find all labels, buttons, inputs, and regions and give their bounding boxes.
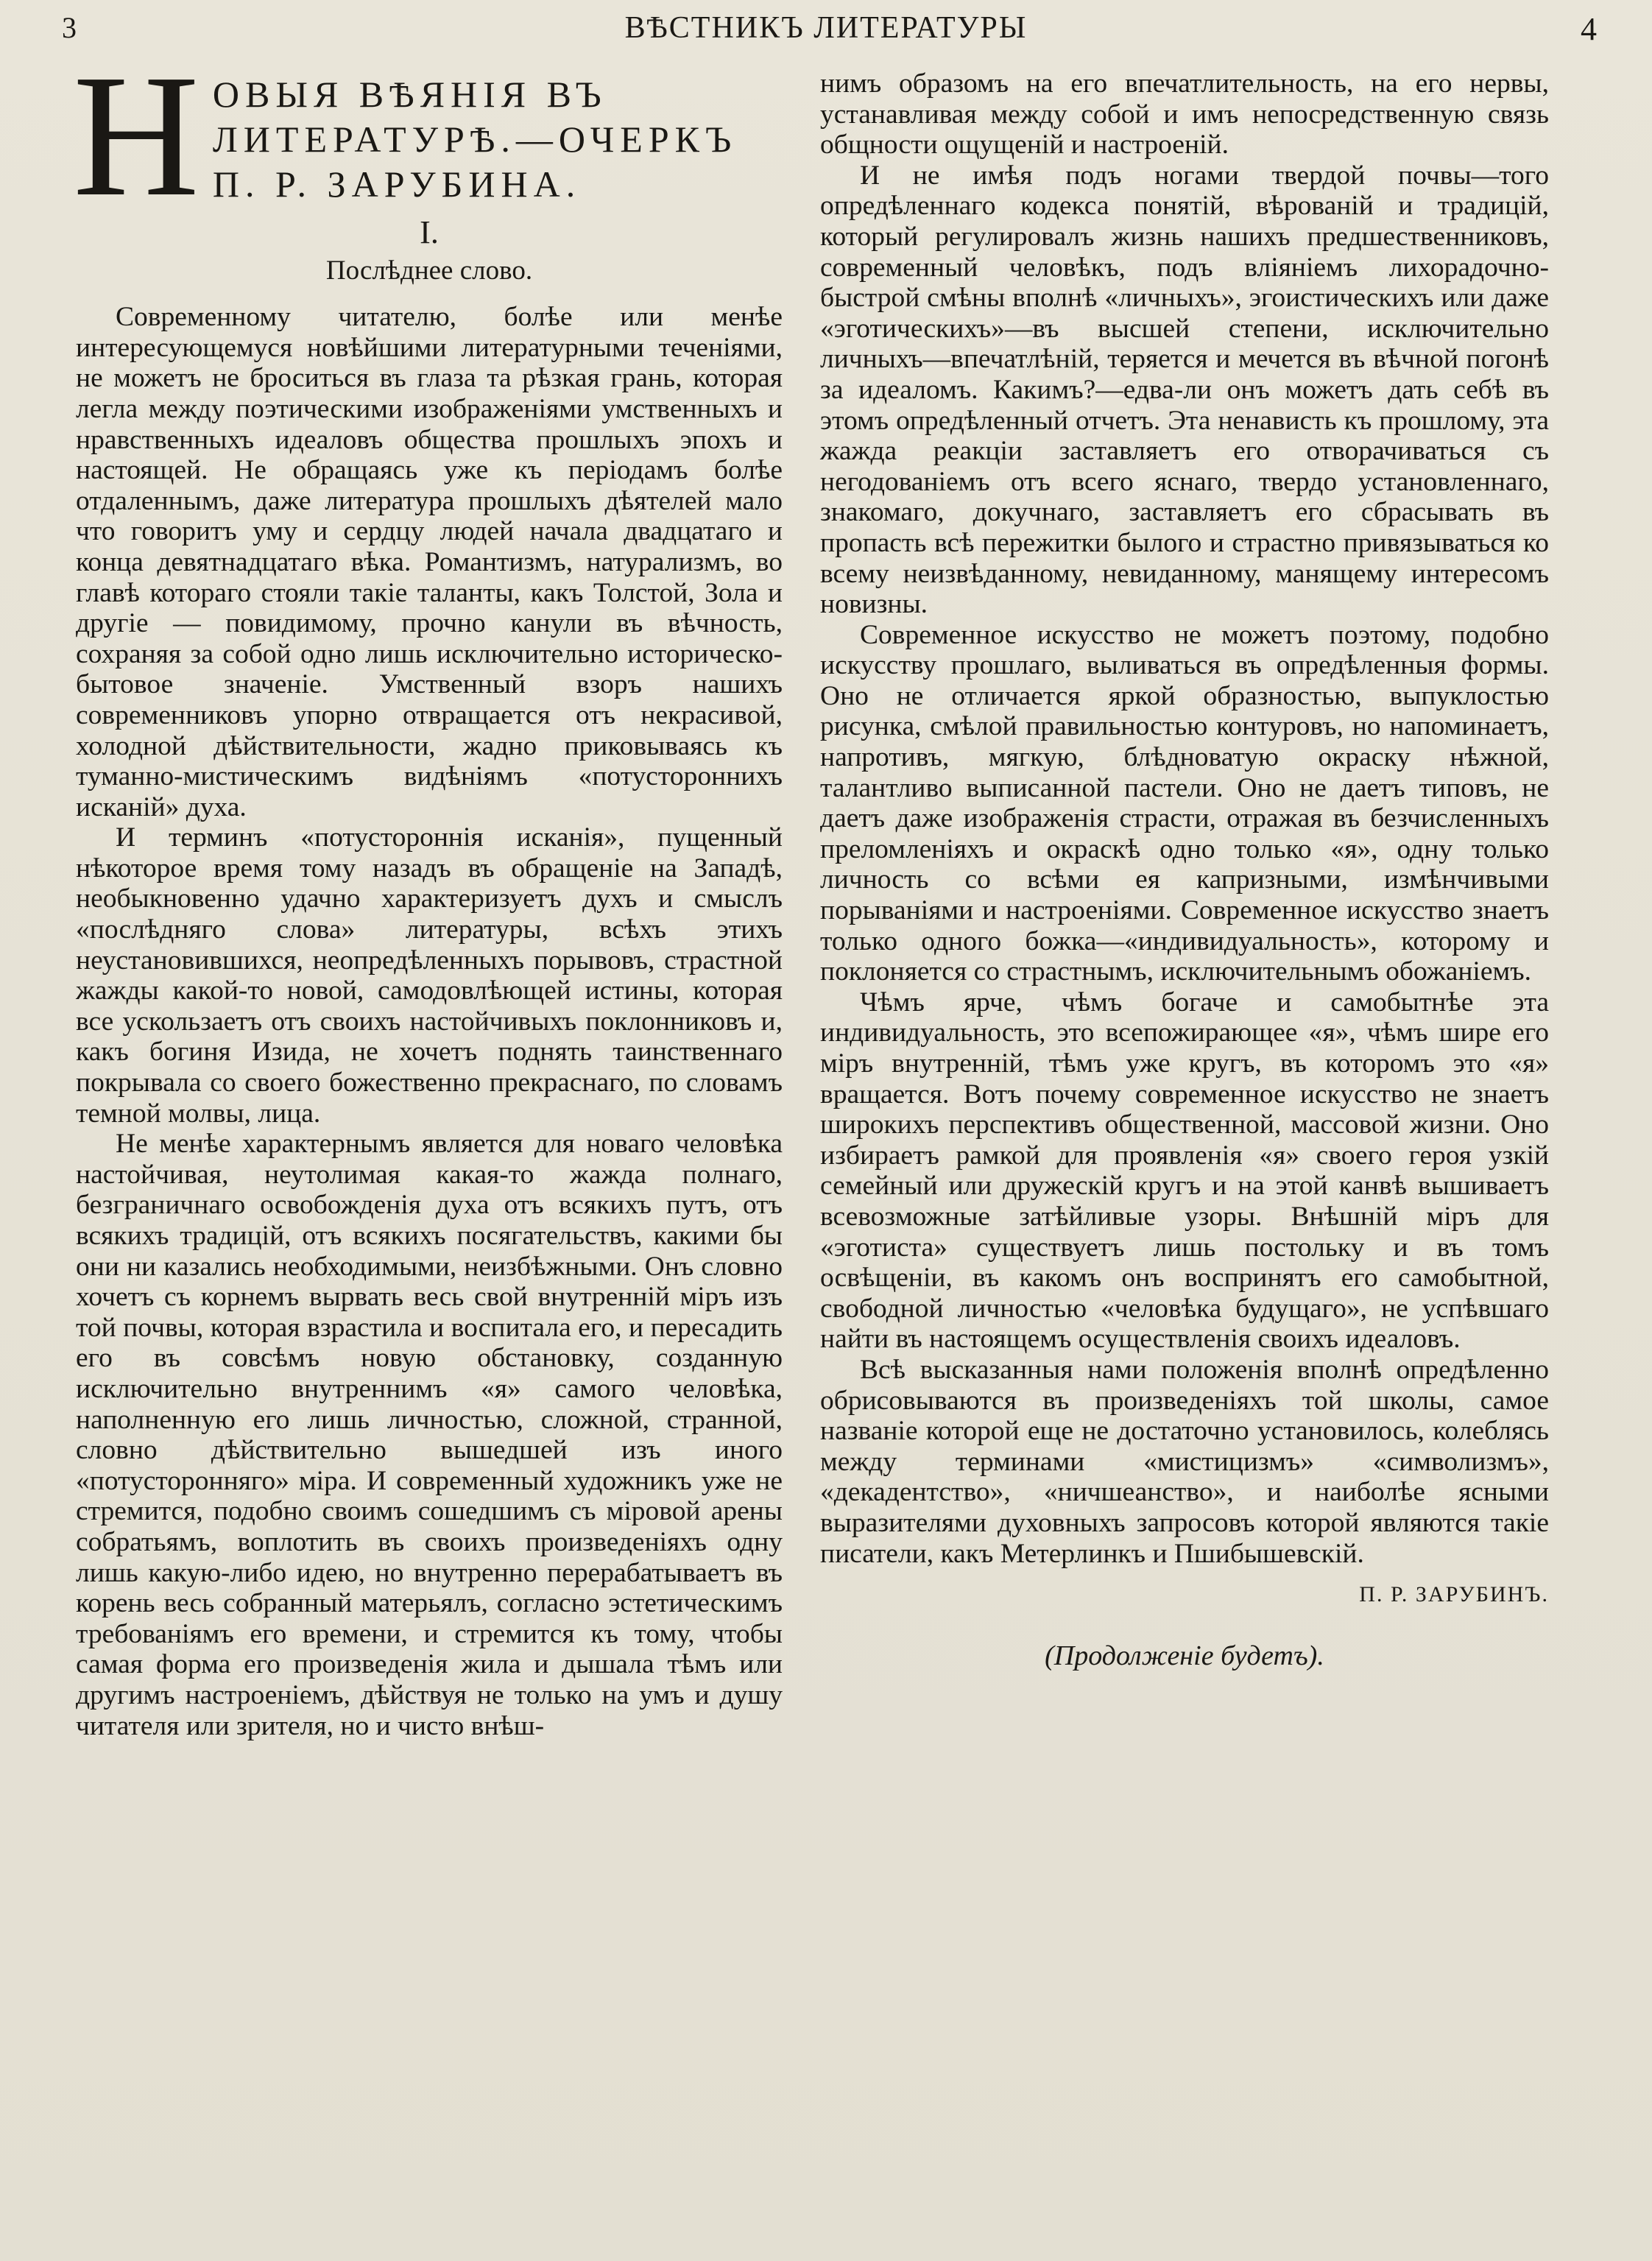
page-header [37, 6, 1615, 50]
right-column [820, 68, 1549, 1671]
page-number-right: 4 [1581, 11, 1597, 47]
paragraph: Современное искусство не можетъ поэтому, подобно искусству прошлаго, выливаться въ опредѣленныя формы. Оно не отличается яркой образностью, выпуклостью рисунка, смѣлой правильностью контуровъ, но напоминаетъ, напротивъ, мягкую, блѣдноватую окраску нѣжной, талантливо выписанной пастели. Оно не даетъ типовъ, не даетъ даже изображенія страсти, отражая въ безчисленныхъ преломленіяхъ и окраскѣ одно только «я», одну только личность со всѣми ея капризными, измѣнчивыми порываніями и настроеніями. Современное искусство знаетъ только одного божка—«индивидуальность», которому и поклоняется со страстнымъ, исключительнымъ обожаніемъ. [820, 619, 1549, 987]
article-title: ОВЫЯ ВѢЯНІЯ ВЪ ЛИТЕРАТУРѢ.—ОЧЕРКЪ П. Р. ЗАРУБИНА. [212, 74, 738, 205]
article-headline [73, 39, 783, 233]
paragraph: Современному читателю, болѣе или менѣе интересующемуся новѣйшими литературными теченіями, не можетъ не броситься въ глаза та рѣзкая грань, которая легла между поэтическими изображеніями умственныхъ и нравственныхъ идеаловъ общества прошлыхъ эпохъ и настоящей. Не обращаясь уже къ періодамъ болѣе отдаленнымъ, даже литература прошлыхъ дѣятелей мало что говоритъ уму и сердцу людей начала двадцатаго и конца девятнадцатаго вѣка. Романтизмъ, натурализмъ, во главѣ котораго стояли такіе таланты, какъ Толстой, Зола и другіе — повидимому, прочно канули въ вѣчность, сохраняя за собой одно лишь исключительно историческо-бытовое значеніе. Умственный взоръ нашихъ современниковъ упорно отвращается отъ некрасивой, холодной дѣйствительности, жадно приковываясь къ туманно-мистическимъ видѣніямъ «потустороннихъ исканій» духа. [76, 302, 783, 822]
paragraph: И не имѣя подъ ногами твердой почвы—того опредѣленнаго кодекса понятій, вѣрованій и традицій, который регулировалъ жизнь нашихъ предшественниковъ, современный человѣкъ, подъ вліяніемъ лихорадочно-быстрой смѣны вполнѣ «личныхъ», эгоистическихъ или даже «эготическихъ»—въ высшей степени, исключительно личныхъ—впечатлѣній, теряется и мечется въ вѣчной погонѣ за идеаломъ. Какимъ?—едва-ли онъ можетъ дать себѣ въ этомъ опредѣленный отчетъ. Эта ненависть къ прошлому, эта жажда реакціи заставляетъ его отворачиваться съ негодованіемъ отъ всего яснаго, твердо установленнаго, знакомаго, докучнаго, заставляетъ его сбрасывать въ пропасть всѣ пережитки былого и страстно привязываться ко всему неизвѣданному, невиданному, манящему интересомъ новизны. [820, 160, 1549, 620]
section-title: Послѣднее слово. [325, 255, 533, 286]
paragraph: Чѣмъ ярче, чѣмъ богаче и самобытнѣе эта индивидуальность, это всепожирающее «я», чѣмъ шире его міръ внутренній, тѣмъ уже кругъ, въ которомъ это «я» вращается. Вотъ почему современное искусство не знаетъ широкихъ перспективъ общественной, массовой жизни. Оно избираетъ рамкой для проявленія «я» своего героя узкій семейный или дружескій кругъ и на этой канвѣ вышиваетъ всевозможные затѣйливые узоры. Внѣшній міръ для «эготиста» существуетъ лишь постольку и въ томъ освѣщеніи, въ какомъ онъ воспринятъ его самобытной, свободной личностью «человѣка будущаго», не успѣвшаго найти въ настоящемъ осуществленія своихъ идеаловъ. [820, 987, 1549, 1355]
left-column [73, 39, 783, 1741]
paragraph: И терминъ «потустороннія исканія», пущенный нѣкоторое время тому назадъ въ обращеніе на Западѣ, необыкновенно удачно характеризуетъ духъ и смыслъ «послѣдняго слова» литературы, всѣхъ этихъ неустановившихся, неопредѣленныхъ порывовъ, страстной жажды какой-то новой, самодовлѣющей истины, которая все ускользаетъ отъ своихъ настойчивыхъ поклонниковъ и, какъ богиня Изида, не хочетъ поднять таинственнаго покрывала со своего божественно прекраснаго, по словамъ темной молвы, лица. [76, 822, 783, 1129]
section-number: I. [420, 214, 439, 250]
paragraph: Всѣ высказанныя нами положенія вполнѣ опредѣленно обрисовываются въ произведеніяхъ той школы, самое названіе которой еще не достаточно установилось, колеблясь между терминами «мистицизмъ» «символизмъ», «декадентство», «ничшеанство», и наиболѣе ясными выразителями духовныхъ запросовъ которой являются такіе писатели, какъ Метерлинкъ и Пшибышевскій. [820, 1354, 1549, 1569]
page-number-left: 3 [62, 11, 77, 44]
paragraph: Не менѣе характернымъ является для новаго человѣка настойчивая, неутолимая какая-то жажда полнаго, безграничнаго освобожденія духа отъ всякихъ путъ, отъ всякихъ традицій, отъ всякихъ посягательствъ, какими бы они ни казались необходимыми, неизбѣжными. Онъ словно хочетъ съ корнемъ вырвать весь свой внутренній міръ изъ той почвы, которая взрастила и воспитала его, и пересадить его въ совсѣмъ новую обстановку, созданную исключительно внутреннимъ «я» самого человѣка, наполненную его лишь личностью, сложной, странной, словно дѣйствительно вышедшей изъ иного «потусторонняго» міра. И современный художникъ уже не стремится, подобно своимъ сошедшимъ съ міровой арены собратьямъ, воплотить въ своихъ произведеніяхъ одну лишь какую-либо идею, но внутренно перерабатываетъ въ корень весь собранный матерьялъ, согласно эстетическимъ требованіямъ его времени, и стремится къ тому, чтобы самая форма его произведенія жила и дышала тѣмъ или другимъ настроеніемъ, дѣйствуя не только на умъ и душу читателя или зрителя, но и чисто внѣш- [76, 1129, 783, 1741]
author-signature: П. Р. ЗАРУБИНЪ. [1359, 1582, 1549, 1607]
journal-title: ВѢСТНИКЪ ЛИТЕРАТУРЫ [624, 11, 1028, 45]
continued-note: (Продолженіе будетъ). [1045, 1640, 1324, 1671]
drop-cap: Н [73, 39, 200, 233]
paragraph: нимъ образомъ на его впечатлительность, на его нервы, устанавливая между собой и имъ непосредственную связь общности ощущеній и настроеній. [820, 68, 1549, 161]
